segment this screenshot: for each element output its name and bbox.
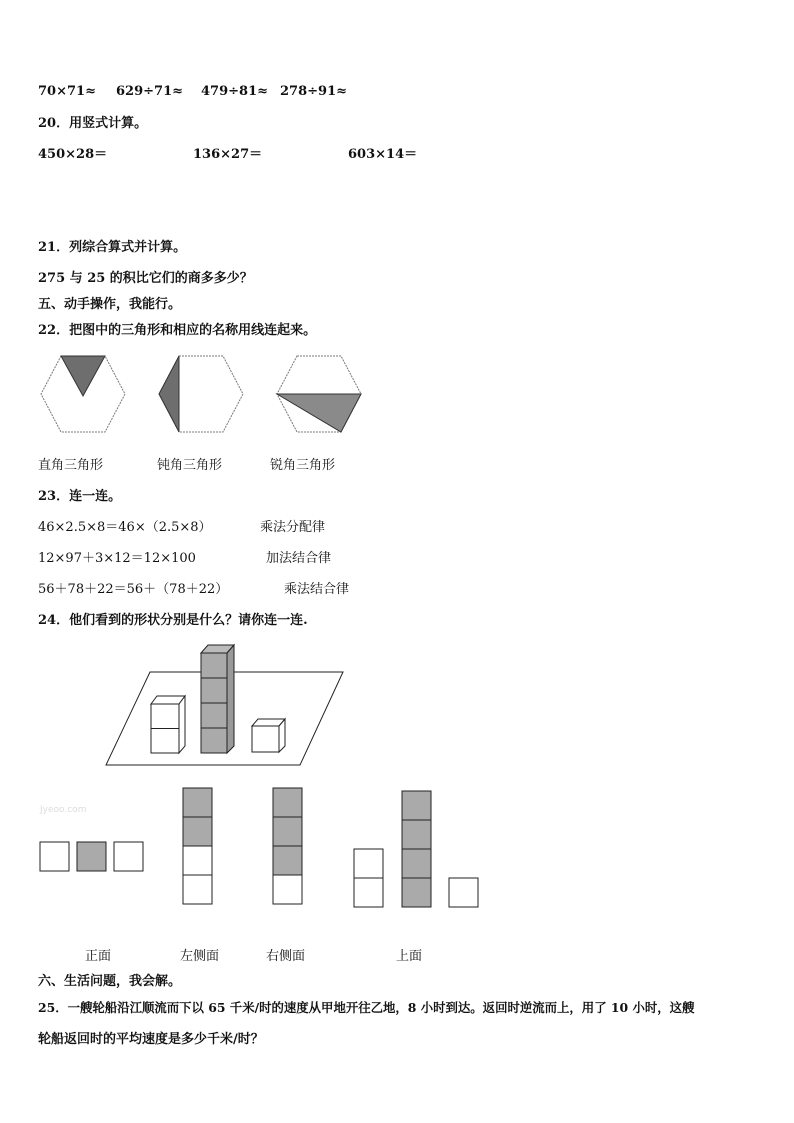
q23-law-1: 乘法分配律: [260, 520, 326, 535]
q23-law-3: 乘法结合律: [284, 582, 350, 597]
view-label-top: 上面: [396, 949, 423, 964]
view-label-left: 左侧面: [180, 949, 220, 964]
tall-cube-stack: [201, 645, 234, 753]
view-label-right: 右侧面: [266, 949, 306, 964]
triangle-label-obtuse: 钝角三角形: [157, 458, 223, 473]
q23-title: 23．连一连。: [38, 489, 122, 504]
q20-item-1: 450×28＝: [38, 147, 108, 162]
single-cube: [252, 719, 285, 752]
q22-title: 22．把图中的三角形和相应的名称用线连起来。: [38, 323, 317, 338]
view-option-row: [39, 841, 149, 873]
q20-item-3: 603×14＝: [348, 147, 418, 162]
q21-text: 275 与 25 的积比它们的商多多少？: [38, 271, 253, 286]
hexagon-figure-1: [38, 354, 128, 434]
q25-line-1: 25．一艘轮船沿江顺流而下以 65 千米/时的速度从甲地开往乙地，8 小时到达。返回时逆流而上，用了 10 小时，这艘: [38, 1000, 695, 1015]
q23-equation-2: 12×97＋3×12＝12×100: [38, 551, 196, 566]
triangle-label-right: 直角三角形: [38, 458, 104, 473]
view-option-front-mix: [353, 788, 483, 910]
q24-title: 24．他们看到的形状分别是什么？请你连一连.: [38, 613, 308, 628]
estimate-item-2: 629÷71≈: [116, 84, 184, 99]
estimate-item-3: 479÷81≈: [201, 84, 269, 99]
q21-title: 21．列综合算式并计算。: [38, 240, 187, 255]
q25-line-2: 轮船返回时的平均速度是多少千米/时？: [38, 1032, 264, 1047]
left-cube-stack: [151, 696, 185, 753]
estimate-item-1: 70×71≈: [38, 84, 96, 99]
q23-equation-1: 46×2.5×8＝46×（2.5×8）: [38, 520, 212, 535]
hexagon-figure-3: [274, 354, 364, 434]
hexagon-figure-2: [156, 354, 246, 434]
section-6-heading: 六、生活问题，我会解。: [38, 974, 182, 989]
triangle-label-acute: 锐角三角形: [270, 458, 336, 473]
view-option-stack-b: [272, 787, 304, 907]
cube-stacks-scene: [100, 640, 360, 770]
q23-equation-3: 56＋78＋22＝56＋（78＋22）: [38, 582, 229, 597]
q23-law-2: 加法结合律: [266, 551, 332, 566]
q20-title: 20．用竖式计算。: [38, 116, 148, 131]
q20-item-2: 136×27＝: [193, 147, 263, 162]
view-label-front: 正面: [85, 949, 112, 964]
estimate-item-4: 278÷91≈: [280, 84, 348, 99]
view-option-stack-a: [182, 787, 214, 907]
watermark: Jyeoo.com: [40, 805, 87, 815]
shaded-triangle-2: [159, 356, 179, 432]
section-5-heading: 五、动手操作，我能行。: [38, 297, 182, 312]
